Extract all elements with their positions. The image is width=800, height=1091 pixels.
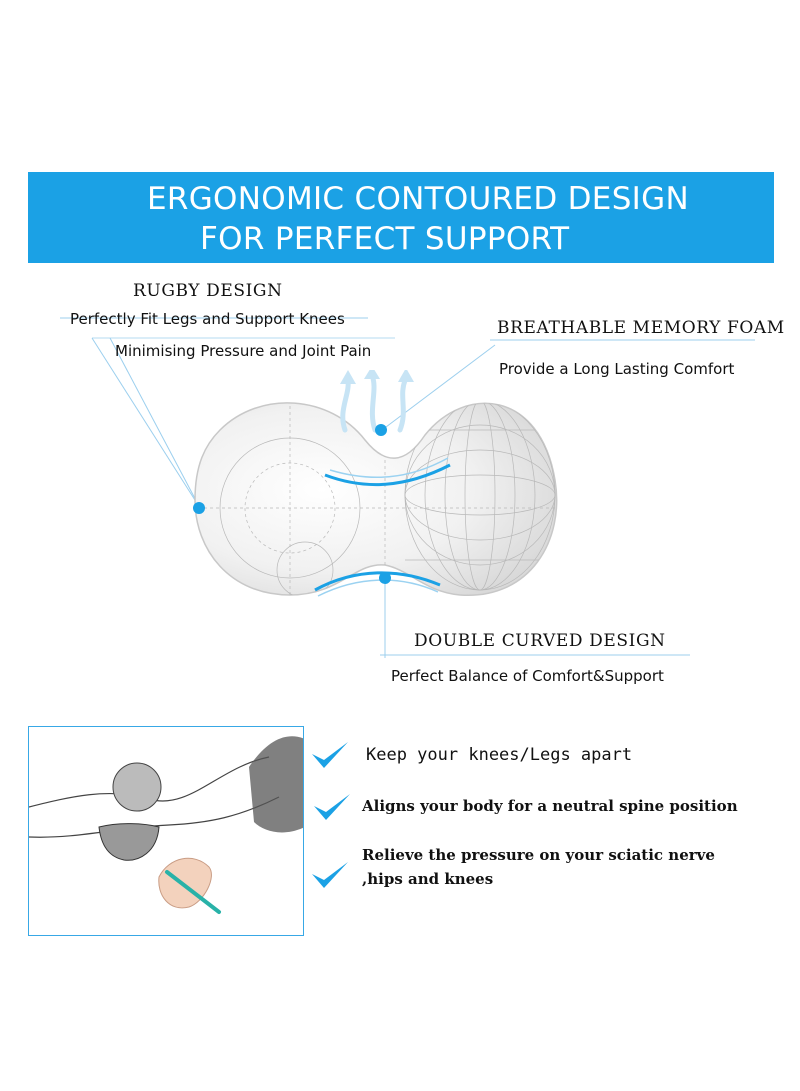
banner-title-line-1: ERGONOMIC CONTOURED DESIGN xyxy=(147,181,689,217)
double-curved-title: DOUBLE CURVED DESIGN xyxy=(414,631,666,651)
benefit-3-line-1: Relieve the pressure on your sciatic nerve xyxy=(362,846,715,864)
benefit-1: Keep your knees/Legs apart xyxy=(366,745,633,765)
memory-foam-line-1: Provide a Long Lasting Comfort xyxy=(499,360,735,378)
double-curved-line-1: Perfect Balance of Comfort&Support xyxy=(391,667,664,685)
rugby-design-line-1: Perfectly Fit Legs and Support Knees xyxy=(70,310,345,328)
rugby-design-title: RUGBY DESIGN xyxy=(133,281,283,301)
banner-title-line-2: FOR PERFECT SUPPORT xyxy=(200,221,570,257)
sketch-illustration xyxy=(28,726,304,936)
benefit-2: Aligns your body for a neutral spine position xyxy=(362,797,738,815)
checkmark-icon xyxy=(312,790,352,822)
rugby-design-line-2: Minimising Pressure and Joint Pain xyxy=(115,342,372,360)
benefit-3-line-2: ,hips and knees xyxy=(362,870,494,888)
checkmark-icon xyxy=(310,738,350,772)
checkmark-icon xyxy=(310,858,350,890)
memory-foam-title: BREATHABLE MEMORY FOAM xyxy=(497,318,785,338)
